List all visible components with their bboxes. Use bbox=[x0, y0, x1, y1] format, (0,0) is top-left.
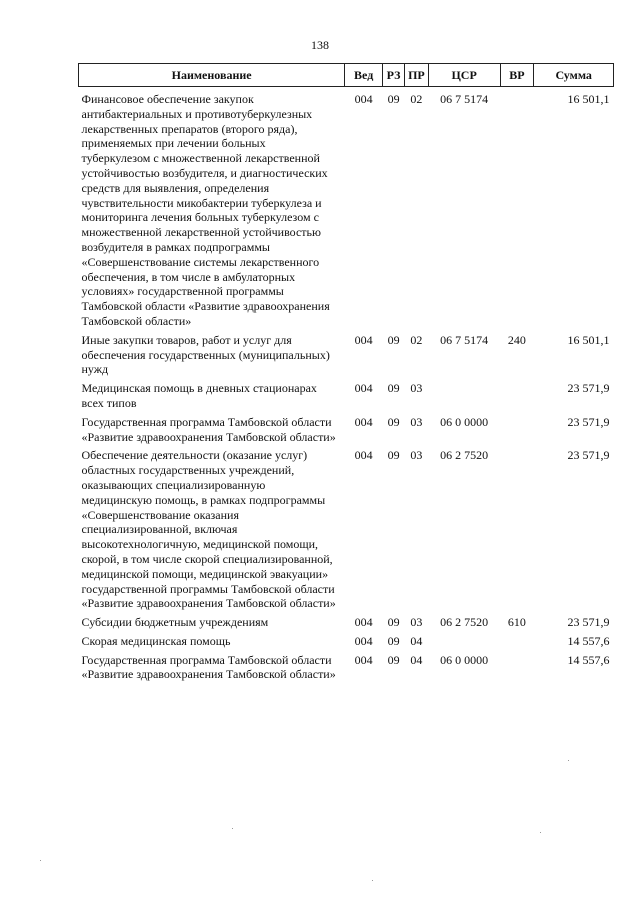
row-name: Субсидии бюджетным учреждениям bbox=[81, 615, 269, 630]
row-pr: 04 bbox=[410, 652, 423, 667]
row-name: Обеспечение деятельности (оказание услуг) областных государственных учреждений, оказывающих специализированную медицинскую помощь, в рамках подпрограммы «Совершенствование оказания специализированной, включая высокотехнологичную, медицинской помощи, скорой, в том числе скорой специализированной, медицинской помощи, медицинской эвакуации» государственной программы Тамбовской области «Развитие здравоохранения Тамбовской области» bbox=[81, 448, 336, 611]
table-row bbox=[79, 448, 614, 615]
row-vr bbox=[500, 634, 534, 653]
row-sum: 16 501,1 bbox=[567, 92, 610, 106]
row-vr bbox=[500, 653, 534, 687]
header-vr: ВР bbox=[500, 64, 534, 87]
row-pr: 04 bbox=[410, 633, 423, 648]
header-rz: РЗ bbox=[383, 64, 405, 87]
header-sum: Сумма bbox=[534, 64, 614, 87]
scan-speck bbox=[568, 760, 569, 761]
table-row bbox=[79, 634, 614, 653]
row-rz: 09 bbox=[387, 615, 400, 630]
row-name: Скорая медицинская помощь bbox=[81, 633, 231, 648]
scan-speck bbox=[372, 880, 373, 881]
row-ved: 004 bbox=[354, 652, 373, 667]
budget-table bbox=[78, 63, 614, 686]
row-name: Финансовое обеспечение закупок антибактериальных и противотуберкулезных лекарственных препаратов (второго ряда), применяемых при лечении больных туберкулезом с множественной лекарственной устойчивостью возбудителя, и диагностических средств для выявления, определения чувствительности микобактерии туберкулеза и мониторинга лечения больных туберкулезом с множественной лекарственной устойчивостью возбудителя в рамках подпрограммы «Совершенствование системы лекарственного обеспечения, в том числе в амбулаторных условиях» государственной программы Тамбовской области «Развитие здравоохранения Тамбовской области» bbox=[81, 92, 330, 328]
row-sum: 23 571,9 bbox=[567, 414, 610, 429]
row-sum: 23 571,9 bbox=[567, 448, 610, 463]
row-csr: 06 0 0000 bbox=[440, 414, 489, 429]
row-csr: 06 0 0000 bbox=[440, 652, 489, 667]
scan-speck bbox=[540, 832, 541, 833]
header-csr: ЦСР bbox=[428, 64, 500, 87]
table-row bbox=[79, 87, 614, 333]
table-row bbox=[79, 415, 614, 449]
row-pr: 02 bbox=[410, 332, 423, 347]
header-ved: Вед bbox=[345, 64, 383, 87]
row-csr: 06 2 7520 bbox=[440, 615, 489, 630]
row-vr bbox=[500, 415, 534, 449]
row-sum: 14 557,6 bbox=[567, 652, 610, 667]
row-pr: 03 bbox=[410, 414, 423, 429]
row-ved: 004 bbox=[354, 414, 373, 429]
table-row bbox=[79, 653, 614, 687]
row-rz: 09 bbox=[387, 652, 400, 667]
row-ved: 004 bbox=[354, 381, 373, 396]
row-sum: 14 557,6 bbox=[567, 633, 610, 648]
row-rz: 09 bbox=[387, 332, 400, 347]
row-sum: 23 571,9 bbox=[567, 381, 610, 396]
page-number: 138 bbox=[311, 38, 329, 52]
row-csr bbox=[428, 634, 500, 653]
table-row bbox=[79, 381, 614, 415]
row-sum: 16 501,1 bbox=[567, 332, 610, 347]
row-name: Государственная программа Тамбовской области «Развитие здравоохранения Тамбовской области» bbox=[81, 414, 336, 444]
table-row bbox=[79, 615, 614, 634]
row-name: Медицинская помощь в дневных стационарах всех типов bbox=[81, 381, 317, 410]
row-csr: 06 2 7520 bbox=[440, 448, 489, 463]
header-pr: ПР bbox=[405, 64, 429, 87]
table-header-row bbox=[79, 64, 614, 87]
row-name: Иные закупки товаров, работ и услуг для обеспечения государственных (муниципальных) нужд bbox=[81, 332, 330, 377]
row-pr: 03 bbox=[410, 381, 423, 396]
row-vr bbox=[500, 448, 534, 615]
row-rz: 09 bbox=[387, 381, 400, 396]
table-row bbox=[79, 333, 614, 381]
row-vr: 610 bbox=[507, 615, 526, 630]
row-csr bbox=[428, 381, 500, 415]
row-pr: 02 bbox=[410, 92, 423, 106]
row-ved: 004 bbox=[354, 615, 373, 630]
scan-speck bbox=[40, 860, 41, 861]
row-ved: 004 bbox=[354, 92, 373, 106]
row-vr bbox=[500, 87, 534, 333]
row-rz: 09 bbox=[387, 414, 400, 429]
scan-speck bbox=[232, 828, 233, 829]
row-csr: 06 7 5174 bbox=[440, 92, 489, 106]
row-rz: 09 bbox=[387, 92, 400, 106]
row-ved: 004 bbox=[354, 448, 373, 463]
row-name: Государственная программа Тамбовской области «Развитие здравоохранения Тамбовской области» bbox=[81, 652, 336, 682]
row-ved: 004 bbox=[354, 332, 373, 347]
row-sum: 23 571,9 bbox=[567, 615, 610, 630]
row-pr: 03 bbox=[410, 448, 423, 463]
row-rz: 09 bbox=[387, 448, 400, 463]
row-vr: 240 bbox=[507, 332, 526, 347]
row-pr: 03 bbox=[410, 615, 423, 630]
header-name: Наименование bbox=[79, 64, 345, 87]
row-vr bbox=[500, 381, 534, 415]
row-csr: 06 7 5174 bbox=[440, 332, 489, 347]
row-ved: 004 bbox=[354, 633, 373, 648]
row-rz: 09 bbox=[387, 633, 400, 648]
